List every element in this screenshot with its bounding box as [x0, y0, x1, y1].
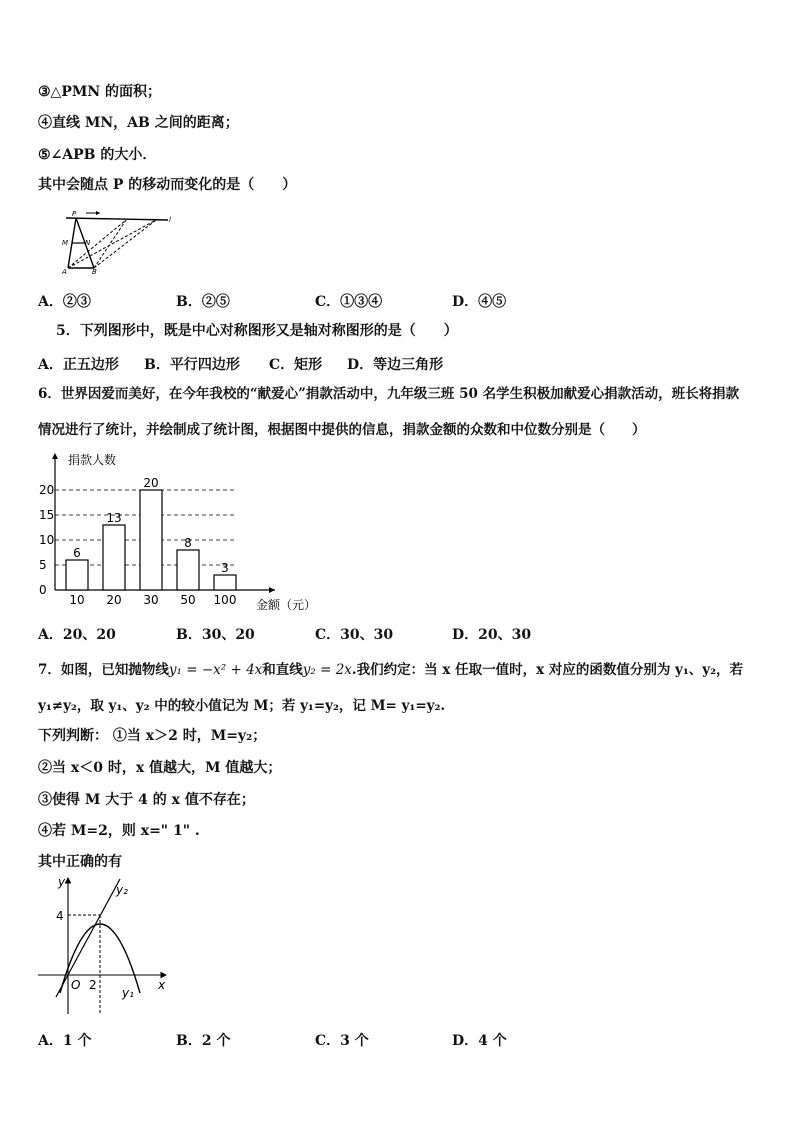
q4-option-c[interactable]: C．①③④ [315, 294, 383, 310]
chart-bar [214, 575, 236, 590]
q4-option-d[interactable]: D．④⑤ [452, 294, 507, 310]
chart-value-label: 3 [221, 561, 229, 575]
q6-option-a[interactable]: A．20、20 [38, 627, 116, 643]
chart-ytick-label: 0 [39, 583, 47, 597]
chart-ytick-label: 20 [39, 483, 55, 497]
q7-stem-prefix: 7．如图，已知抛物线 [38, 662, 169, 678]
q5-stem: 5．下列图形中，既是中心对称图形又是轴对称图形的是（ ） [56, 323, 458, 339]
q4-item-3: ③△PMN 的面积； [38, 84, 162, 100]
chart-category-label: 100 [213, 593, 237, 607]
q7-stem-line2: y₁≠y₂，取 y₁、y₂ 中的较小值记为 M；若 y₁=y₂，记 M= y₁=y₂. [38, 698, 446, 714]
q7-y2-expression: y₂ = 2x [302, 662, 352, 678]
q7-judge-4: ④若 M=2，则 x=" 1" . [38, 823, 200, 839]
q7-option-c[interactable]: C．3 个 [315, 1033, 369, 1049]
graph-y1-label: y₁ [122, 986, 134, 1000]
q6-stem-line2: 情况进行了统计，并绘制成了统计图，根据图中提供的信息，捐款金额的众数和中位数分别是（ ） [38, 422, 646, 438]
chart-ytick-label: 15 [39, 508, 55, 522]
chart-bar [177, 550, 199, 590]
q4-item-4: ④直线 MN，AB 之间的距离； [38, 115, 239, 131]
q7-judge-3: ③使得 M 大于 4 的 x 值不存在； [38, 792, 255, 808]
q5-option-d[interactable]: D．等边三角形 [347, 357, 444, 373]
label-P: P [72, 210, 77, 218]
donation-bar-chart [30, 450, 330, 620]
q7-stem-line1 [38, 661, 743, 679]
q4-question: 其中会随点 P 的移动而变化的是（ ） [38, 177, 297, 193]
chart-value-label: 20 [143, 476, 159, 490]
q7-option-d[interactable]: D．4 个 [452, 1033, 507, 1049]
graph-x-axis-label: x [158, 978, 166, 992]
chart-ytick-label: 5 [39, 558, 47, 572]
q7-y1-expression: y₁ = −x² + 4x [168, 662, 263, 678]
q7-judge-2: ②当 x＜0 时，x 值越大，M 值越大； [38, 760, 282, 776]
chart-ylabel: 捐款人数 [68, 453, 117, 467]
chart-value-label: 6 [73, 546, 81, 560]
chart-x-arrow [269, 587, 275, 593]
label-M: M [62, 239, 69, 247]
chart-bar [103, 525, 125, 590]
q6-stem-line1: 6．世界因爱而美好，在今年我校的“献爱心”捐款活动中，九年级三班 50 名学生积极加献爱心捐款活动，班长将捐款 [38, 386, 740, 402]
q6-option-d[interactable]: D．20、30 [452, 627, 532, 643]
q7-option-b[interactable]: B．2 个 [176, 1033, 231, 1049]
chart-bar [140, 490, 162, 590]
q4-geometry-figure [56, 208, 176, 280]
q4-item-5: ⑤∠APB 的大小． [38, 147, 157, 163]
q6-option-b[interactable]: B．30、20 [176, 627, 255, 643]
chart-ytick-label: 10 [39, 533, 55, 547]
graph-tick-2: 2 [89, 978, 97, 992]
q6-option-c[interactable]: C．30、30 [315, 627, 394, 643]
label-l: l [169, 216, 171, 224]
q7-and: 和直线 [262, 662, 303, 678]
chart-value-label: 8 [184, 536, 192, 550]
q7-judge-1: 下列判断： ①当 x＞2 时，M=y₂； [38, 728, 267, 744]
q7-function-graph [36, 872, 176, 1020]
q7-option-a[interactable]: A．1 个 [38, 1033, 92, 1049]
chart-y-arrow [52, 453, 58, 459]
chart-xlabel: 金额（元） [256, 598, 317, 612]
q7-stem-suffix: .我们约定：当 x 任取一值时，x 对应的函数值分别为 y₁、y₂，若 [351, 662, 744, 678]
q7-question: 其中正确的有 [38, 854, 122, 870]
q4-option-b[interactable]: B．②⑤ [176, 294, 230, 310]
q4-option-a[interactable]: A．②③ [38, 294, 91, 310]
chart-category-label: 10 [69, 593, 85, 607]
label-A: A [62, 268, 67, 276]
chart-category-label: 50 [180, 593, 196, 607]
q5-option-c[interactable]: C．矩形 [269, 357, 323, 373]
q5-option-b[interactable]: B．平行四边形 [144, 357, 240, 373]
graph-origin-label: O [71, 978, 81, 992]
chart-category-label: 30 [143, 593, 159, 607]
label-B: B [92, 268, 97, 276]
chart-bar [66, 560, 88, 590]
graph-tick-4: 4 [56, 909, 64, 923]
chart-category-label: 20 [106, 593, 122, 607]
chart-value-label: 13 [106, 511, 122, 525]
q5-option-a[interactable]: A．正五边形 [38, 357, 119, 373]
graph-y2-label: y₂ [116, 883, 128, 897]
graph-y-axis-label: y [58, 875, 66, 889]
label-N: N [85, 239, 91, 247]
